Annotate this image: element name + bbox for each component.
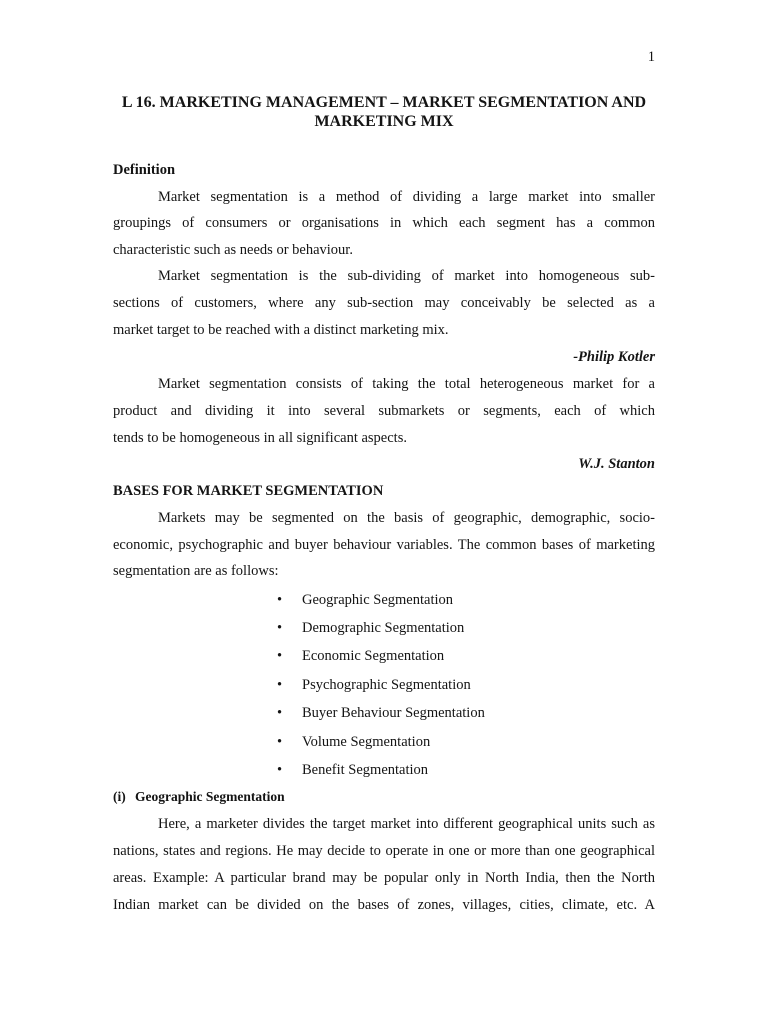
paragraph-line: sections of customers, where any sub-section may conceivably be selected as a <box>113 295 655 311</box>
subsection-number: (i) <box>113 789 126 804</box>
subsection-title: Geographic Segmentation <box>135 789 285 804</box>
bullet-icon: • <box>277 592 283 608</box>
section-heading: BASES FOR MARKET SEGMENTATION <box>113 483 384 499</box>
paragraph-line: Market segmentation is a method of dividing a large market into smaller <box>158 189 655 205</box>
paragraph-line: characteristic such as needs or behaviour. <box>113 242 353 258</box>
list-item <box>277 761 597 779</box>
list-item-label: Geographic Segmentation <box>302 592 453 608</box>
quote-attribution: W.J. Stanton <box>578 456 655 472</box>
definition-heading: Definition <box>113 162 176 178</box>
bullet-icon: • <box>277 677 283 693</box>
list-item <box>277 676 597 694</box>
list-item <box>277 591 597 609</box>
title-line: L 16. MARKETING MANAGEMENT – MARKET SEGMENTATION AND <box>121 94 647 111</box>
quote-attribution: -Philip Kotler <box>573 349 655 365</box>
list-item-label: Psychographic Segmentation <box>302 677 471 693</box>
paragraph-line: Indian market can be divided on the bases of zones, villages, cities, climate, etc. A <box>113 897 655 913</box>
list-item-label: Buyer Behaviour Segmentation <box>302 705 485 721</box>
list-item-label: Economic Segmentation <box>302 648 445 664</box>
paragraph-line: Market segmentation consists of taking the total heterogeneous market for a <box>158 376 655 392</box>
paragraph-line: groupings of consumers or organisations in which each segment has a common <box>113 215 655 231</box>
bullet-icon: • <box>277 705 283 721</box>
paragraph-line: segmentation are as follows: <box>113 563 279 579</box>
bullet-icon: • <box>277 762 283 778</box>
paragraph-line: Market segmentation is the sub-dividing of market into homogeneous sub- <box>158 268 655 284</box>
bullet-icon: • <box>277 734 283 750</box>
bullet-icon: • <box>277 620 283 636</box>
paragraph-line: Markets may be segmented on the basis of geographic, demographic, socio- <box>158 510 655 526</box>
list-item-label: Benefit Segmentation <box>302 762 429 778</box>
title-line: MARKETING MIX <box>314 113 454 130</box>
paragraph-line: Here, a marketer divides the target market into different geographical units such as <box>158 816 655 832</box>
list-item <box>277 647 597 665</box>
list-item <box>277 704 597 722</box>
list-item <box>277 733 597 751</box>
bullet-icon: • <box>277 648 283 664</box>
paragraph-line: market target to be reached with a distinct marketing mix. <box>113 322 449 338</box>
subsection-heading <box>113 788 655 806</box>
list-item-label: Volume Segmentation <box>302 734 431 750</box>
list-item-label: Demographic Segmentation <box>302 620 465 636</box>
paragraph-line: tends to be homogeneous in all significant aspects. <box>113 430 407 446</box>
list-item <box>277 619 597 637</box>
paragraph-line: nations, states and regions. He may decide to operate in one or more than one geographical <box>113 843 655 859</box>
paragraph-line: economic, psychographic and buyer behaviour variables. The common bases of marketing <box>113 537 655 553</box>
page-number: 1 <box>647 49 655 65</box>
paragraph-line: areas. Example: A particular brand may be popular only in North India, then the North <box>113 870 655 886</box>
paragraph-line: product and dividing it into several submarkets or segments, each of which <box>113 403 655 419</box>
